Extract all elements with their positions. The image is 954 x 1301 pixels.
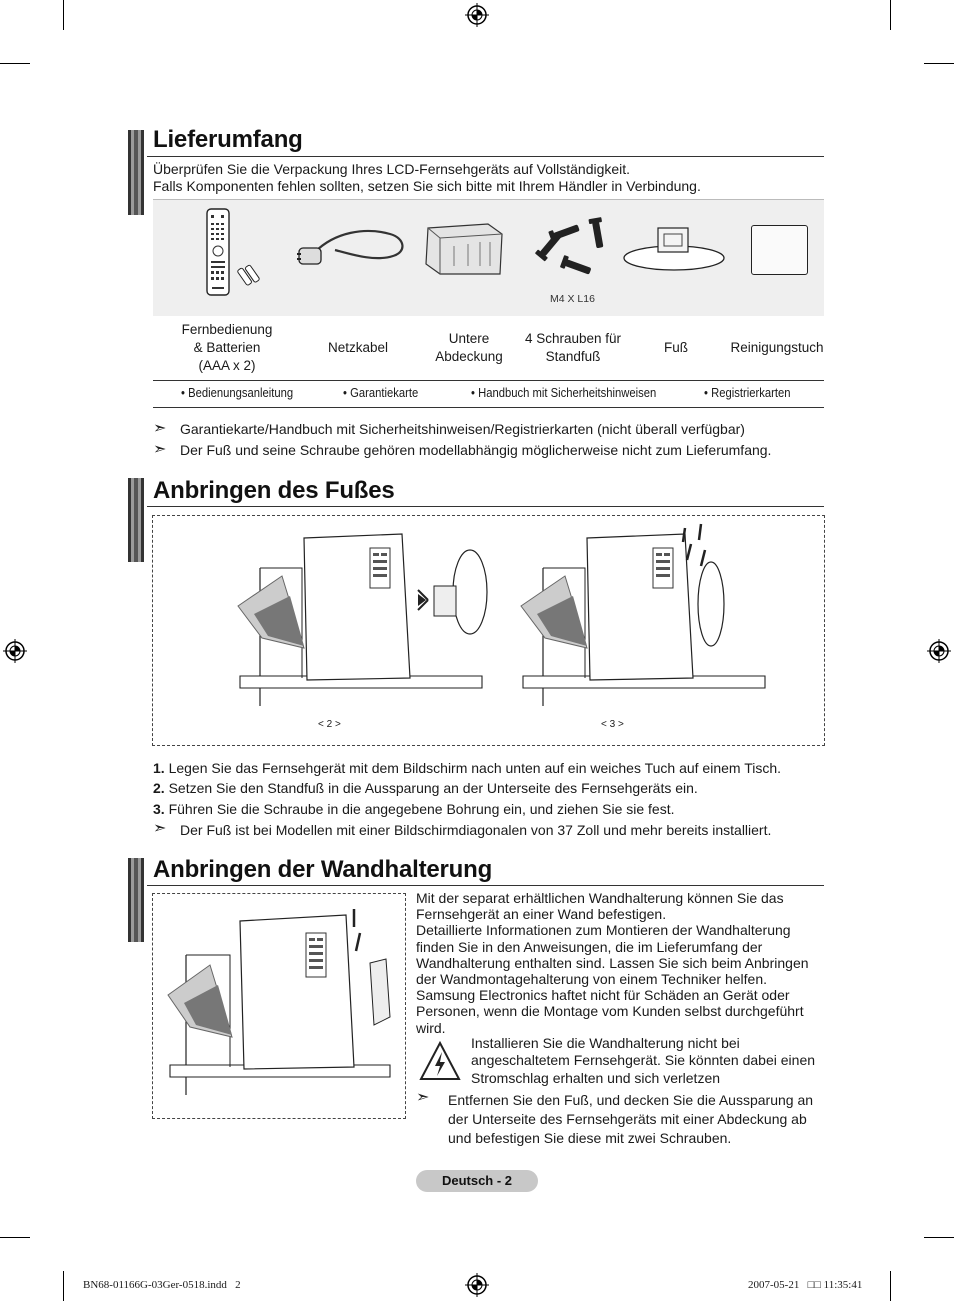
section-title-fuss: Anbringen des Fußes <box>153 477 395 504</box>
remote-control-icon <box>203 207 263 299</box>
bullet-registration: • Registrierkarten <box>704 386 791 400</box>
intro-line-1: Überprüfen Sie die Verpackung Ihres LCD-Fernsehgeräts auf Vollständigkeit. <box>153 161 631 177</box>
warning-text: Installieren Sie die Wandhalterung nicht bei angeschaltetem Fernsehgerät. Sie könnten dabei einen Stromschlag erhalten und sich verletzen <box>471 1035 816 1086</box>
wall-mount-paragraph: Mit der separat erhältlichen Wandhalterung können Sie das Fernsehgerät an einer Wand befestigen. Detaillierte Informationen zum Montieren der Wandhalterung finden Sie in den Anweisungen, die im Lieferumfang der Wandhalterung enthalten sind. Lassen Sie sich beim Anbringen der Wandmontagehalterung von einem Techniker helfen. Samsung Electronics haftet nicht für Schäden an Gerät oder Personen, wenn die Montage vom Kunden selbst durchgeführt wird. <box>416 890 809 1036</box>
note-arrow-icon: ➣ <box>416 1089 430 1106</box>
registration-mark-icon <box>465 3 489 27</box>
note-arrow-icon: ➣ <box>153 441 167 458</box>
power-cable-icon <box>295 222 413 274</box>
screw-spec-label: M4 X L16 <box>550 293 595 305</box>
section-rule <box>147 506 824 507</box>
wall-mount-illustration <box>164 905 396 1105</box>
step-1: 1. Legen Sie das Fernsehgerät mit dem Bildschirm nach unten auf ein weiches Tuch auf einem Tisch. <box>153 760 782 776</box>
page-number-pill: Deutsch - 2 <box>416 1170 538 1192</box>
stand-icon <box>620 222 728 274</box>
section-rule <box>147 885 824 886</box>
section-marker <box>128 130 144 215</box>
bullet-safety-guide: • Handbuch mit Sicherheitshinweisen <box>471 386 657 400</box>
item-screws-label: 4 Schrauben für Standfuß <box>524 331 622 364</box>
bullet-row-bottom-rule <box>153 407 824 408</box>
section-rule <box>147 156 824 157</box>
figure-label-step2: < 2 > <box>318 719 341 730</box>
section-marker <box>128 858 144 942</box>
registration-mark-icon <box>927 639 951 663</box>
note-stand-model: Der Fuß und seine Schraube gehören modellabhängig möglicherweise nicht zum Lieferumfang. <box>180 442 772 458</box>
stand-attach-illustration-step3 <box>515 520 775 715</box>
registration-mark-icon <box>465 1273 489 1297</box>
bullet-warranty: • Garantiekarte <box>343 386 419 400</box>
step-2: 2. Setzen Sie den Standfuß in die Aussparung an der Unterseite des Fernsehgeräts ein. <box>153 780 698 796</box>
section-title-lieferumfang: Lieferumfang <box>153 126 303 153</box>
note-arrow-icon: ➣ <box>153 420 167 437</box>
stand-attach-illustration-step2 <box>232 528 492 713</box>
cleaning-cloth-icon <box>751 225 808 275</box>
note-preinstalled: Der Fuß ist bei Modellen mit einer Bildschirmdiagonalen von 37 Zoll und mehr bereits installiert. <box>180 822 772 838</box>
note-availability: Garantiekarte/Handbuch mit Sicherheitshinweisen/Registrierkarten (nicht überall verfügbar) <box>180 421 745 437</box>
timestamp-slug: 2007-05-21 □□ 11:35:41 <box>748 1279 863 1291</box>
registration-mark-icon <box>3 639 27 663</box>
lower-cover-icon <box>418 220 506 278</box>
figure-label-step3: < 3 > <box>601 719 624 730</box>
note-arrow-icon: ➣ <box>153 820 167 837</box>
file-name-slug: BN68-01166G-03Ger-0518.indd 2 <box>83 1279 241 1291</box>
item-cloth-label: Reinigungstuch <box>730 340 824 355</box>
bullet-row-top-rule <box>153 380 824 381</box>
item-stand-label: Fuß <box>663 340 688 355</box>
wall-mount-note: Entfernen Sie den Fuß, und decken Sie die Aussparung an der Unterseite des Fernsehgeräts mit einer Abdeckung ab und befestigen Sie diese mit zwei Schrauben. <box>448 1092 814 1146</box>
item-cover-label: Untere Abdeckung <box>435 331 503 364</box>
intro-line-2: Falls Komponenten fehlen sollten, setzen Sie sich bitte mit Ihrem Händler in Verbindung. <box>153 178 701 194</box>
step-3: 3. Führen Sie die Schraube in die angegebene Bohrung ein, und ziehen Sie sie fest. <box>153 801 675 817</box>
section-title-wand: Anbringen der Wandhalterung <box>153 856 493 883</box>
electric-shock-warning-icon <box>419 1041 461 1081</box>
bullet-manual: • Bedienungsanleitung <box>181 386 294 400</box>
screws-icon <box>532 214 612 280</box>
section-marker <box>128 478 144 562</box>
item-cable-label: Netzkabel <box>327 340 389 355</box>
item-remote-label: Fernbedienung & Batterien (AAA x 2) <box>181 322 273 373</box>
